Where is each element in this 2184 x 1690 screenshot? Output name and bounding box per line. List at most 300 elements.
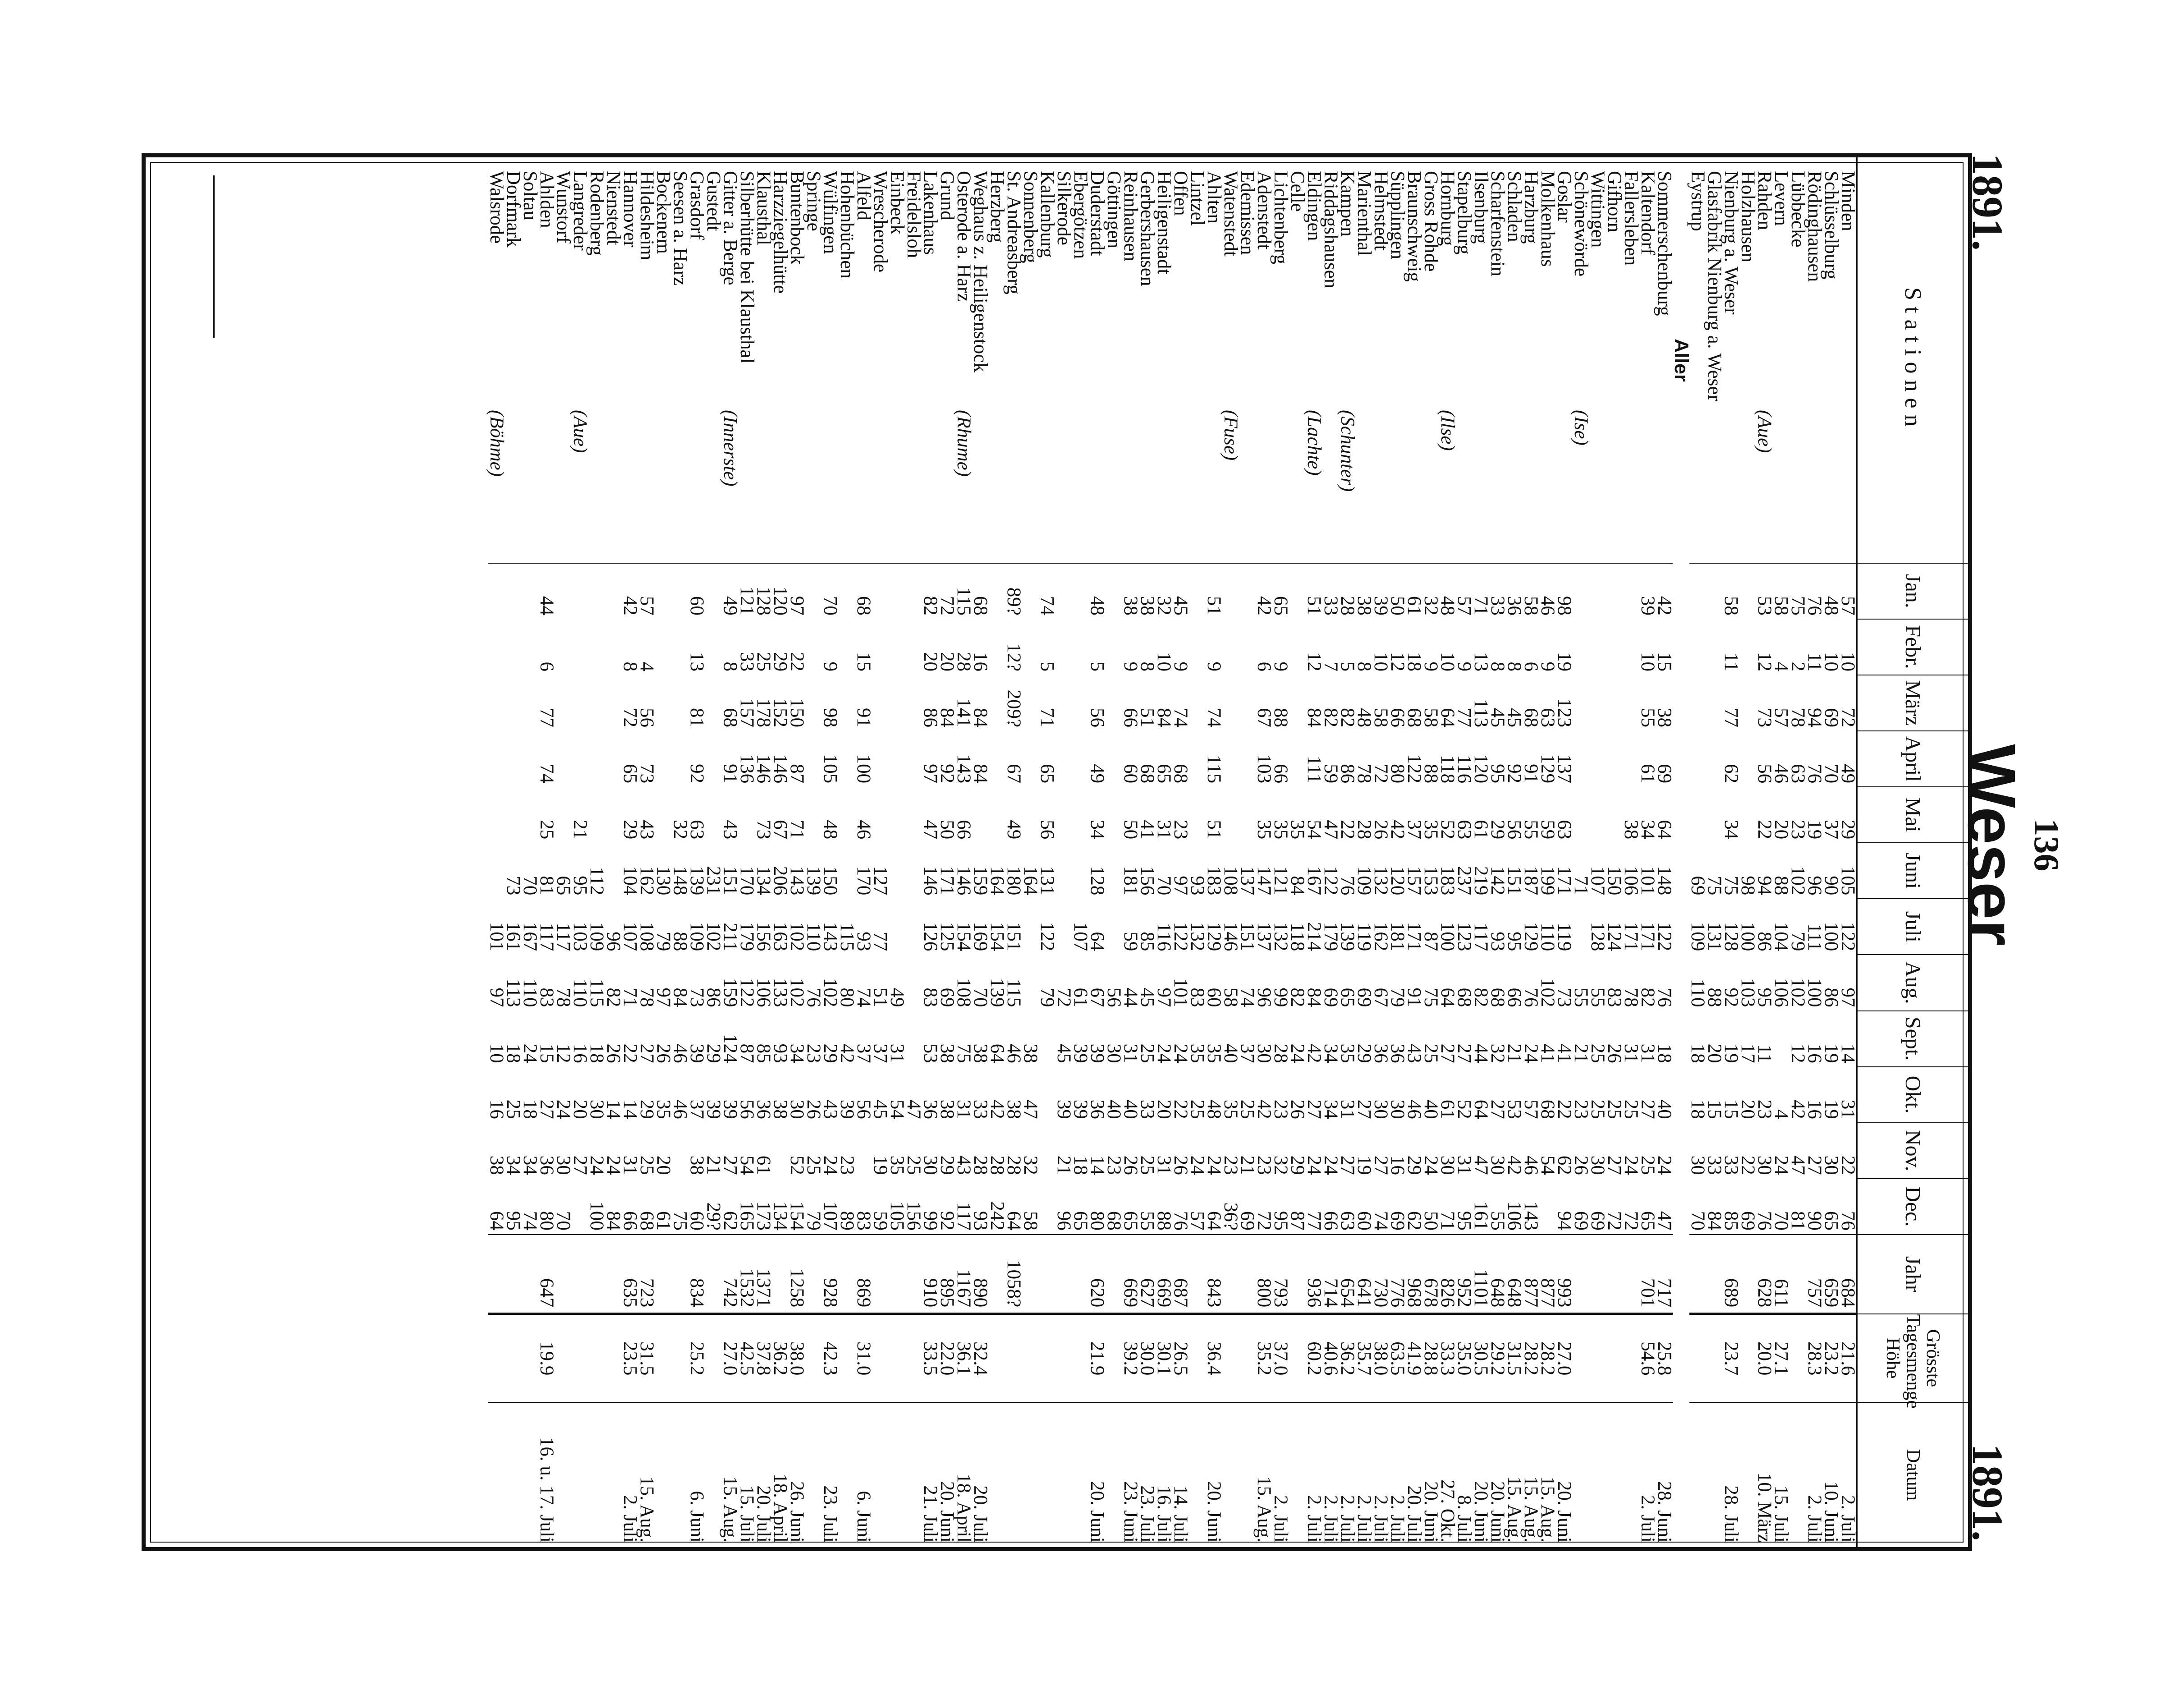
month-value: 95 [503, 1211, 524, 1231]
month-value: 132 [1187, 922, 1208, 951]
station-name [1153, 157, 1175, 563]
month-value: 24 [603, 1155, 624, 1175]
month-value: 111 [1804, 923, 1825, 951]
table-row [889, 157, 905, 1547]
table-row [1022, 157, 1039, 1547]
month-value: 24 [519, 1043, 541, 1063]
month-value: 156 [1137, 866, 1158, 896]
station-name [855, 157, 872, 563]
month-value: 128 [755, 563, 772, 619]
month-value: 20 [920, 652, 941, 671]
month-value: 61 [1437, 1099, 1458, 1119]
month-value: 43 [636, 820, 657, 840]
max-height [1055, 1314, 1072, 1403]
month-value: 103 [1253, 754, 1275, 784]
station-label: Grund [936, 171, 958, 220]
month-value: 187 [1520, 866, 1542, 896]
month-value: 62 [1721, 764, 1742, 784]
station-label: Kallenburg [1037, 171, 1058, 258]
month-value: 72 [1620, 1211, 1642, 1231]
month-value: 101 [1637, 866, 1658, 896]
month-value: 147 [1253, 866, 1275, 896]
month-value: 63 [1554, 820, 1575, 840]
month-value: 36 [1370, 1043, 1391, 1063]
month-value: 97 [1837, 987, 1858, 1007]
month-value: 59 [870, 1211, 891, 1231]
month-value: 50 [1389, 563, 1406, 619]
month-value: 7 [1320, 661, 1341, 671]
month-value: 38 [686, 1155, 707, 1175]
year-total: 877 [1539, 1235, 1556, 1314]
station-name [905, 157, 922, 563]
table-row [905, 157, 922, 1547]
table-row [805, 157, 822, 1547]
month-value: 136 [736, 754, 757, 784]
month-value: 148 [1654, 866, 1675, 896]
table-row [638, 157, 655, 1547]
month-value: 82 [922, 563, 939, 619]
month-value: 97 [1153, 987, 1175, 1007]
station-name [722, 157, 739, 563]
max-date: 16. u. 17. Juli [538, 1402, 555, 1547]
month-value: 57 [1840, 563, 1857, 619]
empty-cell [1673, 563, 1689, 619]
table-row [688, 157, 705, 1547]
month-value: 69 [1387, 1211, 1408, 1231]
month-value: 43 [820, 1099, 841, 1119]
month-value: 29? [703, 1202, 724, 1231]
station-name [1456, 157, 1473, 563]
station-name [1606, 157, 1623, 563]
month-value: 78 [1787, 708, 1808, 728]
table-row [555, 157, 572, 1547]
month-value: 9 [1537, 661, 1558, 671]
month-value: 75 [1789, 563, 1806, 619]
month-value: 19 [1804, 820, 1825, 840]
month-value: 22 [1837, 1155, 1858, 1175]
month-value: 97 [920, 764, 941, 784]
year-total: 628 [1756, 1235, 1773, 1314]
max-height: 36.1 [955, 1314, 972, 1403]
month-value: 109 [586, 922, 607, 951]
station-name [488, 157, 505, 563]
month-value: 30 [1103, 1043, 1124, 1063]
month-value: 30 [1437, 1155, 1458, 1175]
max-height: 30.1 [1156, 1314, 1172, 1403]
station-label: Wrescherode [870, 171, 891, 273]
month-value [488, 787, 505, 843]
river-label: (Fuse) [1220, 410, 1241, 461]
max-height [1589, 1314, 1606, 1403]
station-name [1022, 157, 1039, 563]
month-value: 12 [1787, 1043, 1808, 1063]
month-value: 60 [1203, 987, 1225, 1007]
month-value [1222, 619, 1239, 675]
month-value [1589, 787, 1606, 843]
month-value: 86 [1754, 932, 1775, 951]
month-value: 12 [1303, 652, 1325, 671]
max-date: 20. Juni [939, 1402, 955, 1547]
month-value: 173 [753, 1201, 774, 1231]
month-value: 25 [503, 1099, 524, 1119]
station-name [1837, 157, 1858, 563]
max-date: 14. Juli [1172, 1402, 1189, 1547]
month-value: 69 [1821, 708, 1842, 728]
month-value: 24 [586, 1155, 607, 1175]
month-value [572, 731, 588, 787]
table-row [572, 157, 588, 1547]
month-value: 121 [1270, 866, 1291, 896]
header-month: Febr. [1857, 619, 1968, 675]
month-value: 98 [1556, 563, 1573, 619]
month-value: 72 [939, 563, 955, 619]
max-height [555, 1314, 572, 1403]
month-value: 53 [1756, 563, 1773, 619]
month-value: 119 [1354, 923, 1375, 951]
month-value: 24 [1320, 1155, 1341, 1175]
month-value [1222, 787, 1239, 843]
station-label: Marienthal [1354, 171, 1375, 256]
month-value: 69 [1587, 1211, 1608, 1231]
month-value: 133 [770, 978, 791, 1007]
station-label: Kampen [1337, 171, 1358, 237]
month-value: 57 [1771, 708, 1792, 728]
month-value: 134 [753, 866, 774, 896]
max-height: 33.3 [1439, 1314, 1456, 1403]
station-label: Sonnenberg [1020, 171, 1041, 263]
month-value: 15 [1654, 652, 1675, 671]
month-value: 4 [1771, 661, 1792, 671]
station-label: Lakenhaus [920, 171, 941, 255]
station-name [1103, 157, 1124, 563]
month-value: 209? [1003, 689, 1024, 728]
month-value: 8 [720, 661, 741, 671]
station-label: Nienburg a. Weser [1721, 171, 1742, 315]
month-value: 119 [1554, 923, 1575, 951]
month-value: 68 [1137, 764, 1158, 784]
year-total: 776 [1389, 1235, 1406, 1314]
month-value: 92 [936, 764, 958, 784]
month-value: 60 [1354, 1211, 1375, 1231]
month-value: 8 [1487, 661, 1508, 671]
month-value: 115 [1003, 978, 1024, 1007]
month-value: 65 [1120, 1211, 1141, 1231]
month-value: 92 [686, 764, 707, 784]
month-value: 80 [836, 987, 858, 1007]
month-value: 59 [1537, 820, 1558, 840]
month-value: 63 [1787, 764, 1808, 784]
month-value: 31 [953, 1099, 974, 1119]
month-value: 72 [1604, 1211, 1625, 1231]
max-date: 10. März [1756, 1402, 1773, 1547]
month-value: 113 [1470, 699, 1491, 728]
station-name [1520, 157, 1542, 563]
month-value: 9 [820, 661, 841, 671]
max-date: 2. Juli [1806, 1402, 1823, 1547]
month-value: 54 [736, 1155, 757, 1175]
month-value: 63 [1454, 820, 1475, 840]
month-value: 58 [1723, 563, 1739, 619]
month-value: 65 [1637, 1211, 1658, 1231]
month-value: 47 [903, 1099, 924, 1119]
max-height: 41.9 [1406, 1314, 1422, 1403]
station-label: Stapelburg [1454, 171, 1475, 255]
month-value: 16 [1804, 1099, 1825, 1119]
month-value: 113 [503, 978, 524, 1007]
header-month: Okt. [1857, 1067, 1968, 1123]
month-value: 23 [1220, 1155, 1241, 1175]
month-value: 20 [1704, 1043, 1725, 1063]
month-value: 64 [1654, 820, 1675, 840]
month-value: 56 [1037, 820, 1058, 840]
month-value: 167 [1303, 866, 1325, 896]
max-date [655, 1402, 672, 1547]
month-value: 49 [1087, 764, 1108, 784]
month-value: 88 [1153, 1211, 1175, 1231]
table-row [855, 157, 872, 1547]
month-value: 129 [1203, 922, 1225, 951]
month-value: 67 [770, 820, 791, 840]
max-height [488, 1314, 505, 1403]
max-height [1222, 1314, 1239, 1403]
month-value [889, 899, 905, 955]
month-value: 54 [886, 1099, 908, 1119]
station-label: Nienstedt [603, 171, 624, 245]
month-value: 116 [1153, 923, 1175, 951]
station-name [619, 157, 641, 563]
month-value: 111 [1303, 755, 1325, 784]
station-name [1721, 157, 1742, 563]
month-value: 10 [1637, 652, 1658, 671]
bottom-rule [213, 175, 215, 338]
month-value: 76 [1754, 1211, 1775, 1231]
month-value: 35 [1203, 1043, 1225, 1063]
month-value: 24 [1287, 1043, 1308, 1063]
month-value: 65 [553, 876, 574, 896]
station-name [1806, 157, 1823, 563]
month-value [872, 563, 889, 619]
month-value: 20 [653, 1155, 674, 1175]
month-value: 86 [1821, 987, 1842, 1007]
max-date: 8. Juli [1456, 1402, 1473, 1547]
month-value: 70 [1821, 764, 1842, 784]
month-value: 72 [619, 708, 641, 728]
header-max-height [1857, 1314, 1968, 1409]
station-label: Ebergötzen [1070, 171, 1091, 259]
month-value: 118 [1287, 923, 1308, 951]
station-name [1172, 157, 1189, 563]
max-date: 15. Juli [739, 1402, 755, 1547]
month-value: 73 [1554, 987, 1575, 1007]
header-year: Jahr [1857, 1235, 1968, 1314]
station-label: Reinhausen [1120, 171, 1141, 262]
month-value: 46 [1003, 1043, 1024, 1063]
station-name [1139, 157, 1156, 563]
month-value: 38 [1020, 1043, 1041, 1063]
month-value: 139 [803, 866, 824, 896]
max-date: 27. Okt. [1439, 1402, 1456, 1547]
station-label: Levern [1771, 171, 1792, 226]
month-value: 27 [569, 1155, 591, 1175]
year-total [488, 1235, 505, 1314]
month-value: 159 [970, 866, 991, 896]
max-height: 29.2 [1489, 1314, 1506, 1403]
month-value: 95 [569, 876, 591, 896]
max-date: 28. Juli [1723, 1402, 1739, 1547]
month-value: 139 [986, 978, 1008, 1007]
month-value: 32 [1422, 563, 1439, 619]
table-row [1306, 157, 1322, 1547]
month-value: 74 [1237, 987, 1258, 1007]
station-name [1639, 157, 1656, 563]
table-row [1489, 157, 1506, 1547]
month-value [872, 731, 889, 787]
month-value: 68 [1103, 1211, 1124, 1231]
month-value: 51 [1137, 708, 1158, 728]
month-value: 16 [1804, 1043, 1825, 1063]
month-value: 71 [786, 820, 808, 840]
station-label: Rahden [1754, 171, 1775, 230]
month-value [488, 563, 505, 619]
max-date [588, 1402, 605, 1547]
station-name [1739, 157, 1756, 563]
month-value: 26 [803, 1099, 824, 1119]
month-value: 161 [1470, 1201, 1491, 1231]
table-header-row [1857, 157, 1968, 1547]
station-label: Hohenbüchen [836, 171, 858, 279]
max-height [1005, 1314, 1022, 1403]
month-value: 30 [1253, 1043, 1275, 1063]
month-value: 30 [1370, 1099, 1391, 1119]
month-value [1606, 619, 1623, 675]
month-value: 42 [1387, 820, 1408, 840]
month-value: 237 [1454, 866, 1475, 896]
month-value: 52 [786, 1155, 808, 1175]
month-value: 29 [770, 652, 791, 671]
month-value: 25 [536, 820, 557, 840]
month-value: 171 [1620, 922, 1642, 951]
month-value: 65 [1821, 1211, 1842, 1231]
month-value: 12 [553, 1043, 574, 1063]
month-value: 83 [853, 1211, 874, 1231]
max-date: 18. April [772, 1402, 789, 1547]
year-total [588, 1235, 605, 1314]
month-value: 82 [1470, 987, 1491, 1007]
month-value [555, 731, 572, 787]
station-name [786, 157, 808, 563]
month-value: 28 [1354, 820, 1375, 840]
month-value: 38 [1356, 563, 1372, 619]
month-value: 82 [1287, 987, 1308, 1007]
max-height: 28.3 [1806, 1314, 1823, 1403]
month-value: 30 [1387, 1099, 1408, 1119]
month-value: 17 [1737, 1043, 1758, 1063]
month-value: 150 [1604, 866, 1625, 896]
year-total: 717 [1656, 1235, 1673, 1314]
month-value: 22 [1754, 820, 1775, 840]
month-value: 51 [1206, 563, 1222, 619]
month-value: 13 [1470, 652, 1491, 671]
month-value: 27 [1337, 1155, 1358, 1175]
month-value: 109 [686, 922, 707, 951]
month-value: 30 [1821, 1155, 1842, 1175]
max-height: 21.9 [1089, 1314, 1106, 1403]
station-name [1303, 157, 1325, 563]
month-value: 9 [1170, 661, 1191, 671]
year-total [1022, 1235, 1039, 1314]
max-date [1573, 1402, 1589, 1547]
month-value: 75 [670, 1211, 691, 1231]
month-value: 129 [1537, 754, 1558, 784]
month-value: 22 [1737, 1155, 1758, 1175]
month-value: 37 [870, 1043, 891, 1063]
table-row [789, 157, 805, 1547]
station-label: Helmstedt [1370, 171, 1391, 251]
month-value: 83 [1604, 987, 1625, 1007]
month-value: 67 [1370, 987, 1391, 1007]
month-value: 66 [1504, 987, 1525, 1007]
max-date: 18. April [955, 1402, 972, 1547]
table-row [1356, 157, 1372, 1547]
max-date: 2. Juli [1306, 1402, 1322, 1547]
month-value: 122 [1037, 922, 1058, 951]
station-label: Silkerode [1053, 171, 1074, 245]
month-value: 31 [1454, 1155, 1475, 1175]
month-value: 15 [1721, 1099, 1742, 1119]
header-month: April [1857, 731, 1968, 787]
max-date: 2. Juli [1272, 1402, 1289, 1547]
month-value: 12? [1003, 643, 1024, 671]
table-row [1623, 157, 1639, 1547]
max-height: 32.4 [972, 1314, 989, 1403]
month-value: 64 [1470, 1099, 1491, 1119]
month-value: 30 [1754, 1155, 1775, 1175]
table-row [1389, 157, 1406, 1547]
month-value: 31 [1153, 1155, 1175, 1175]
month-value: 80 [536, 1211, 557, 1231]
month-value: 18 [1687, 1099, 1708, 1119]
month-value: 34 [1320, 1043, 1341, 1063]
station-name [1771, 157, 1792, 563]
month-value: 151 [720, 866, 741, 896]
month-value: 143 [953, 754, 974, 784]
month-value: 31 [1620, 1043, 1642, 1063]
month-value: 59 [1320, 764, 1341, 784]
max-date [572, 1402, 588, 1547]
month-value: 82 [1337, 708, 1358, 728]
month-value: 32 [1020, 1155, 1041, 1175]
month-value: 86 [703, 987, 724, 1007]
month-value: 8 [1137, 661, 1158, 671]
month-value: 19 [870, 1155, 891, 1175]
river-label: (Lachte) [1303, 410, 1325, 476]
max-date: 10. Juni [1823, 1402, 1840, 1547]
month-value: 30 [1687, 1155, 1708, 1175]
month-value: 29 [1354, 1043, 1375, 1063]
max-date: 20. Juni [1089, 1402, 1106, 1547]
max-date [872, 1402, 889, 1547]
max-date: 28. Juni [1656, 1402, 1673, 1547]
month-value [572, 619, 588, 675]
table-row [1339, 157, 1356, 1547]
month-value: 78 [636, 987, 657, 1007]
month-value: 24 [1654, 1155, 1675, 1175]
station-name [822, 157, 839, 563]
month-value: 27 [1437, 1043, 1458, 1063]
month-value: 48 [1089, 563, 1106, 619]
max-date [1589, 1402, 1606, 1547]
month-value: 74 [536, 764, 557, 784]
